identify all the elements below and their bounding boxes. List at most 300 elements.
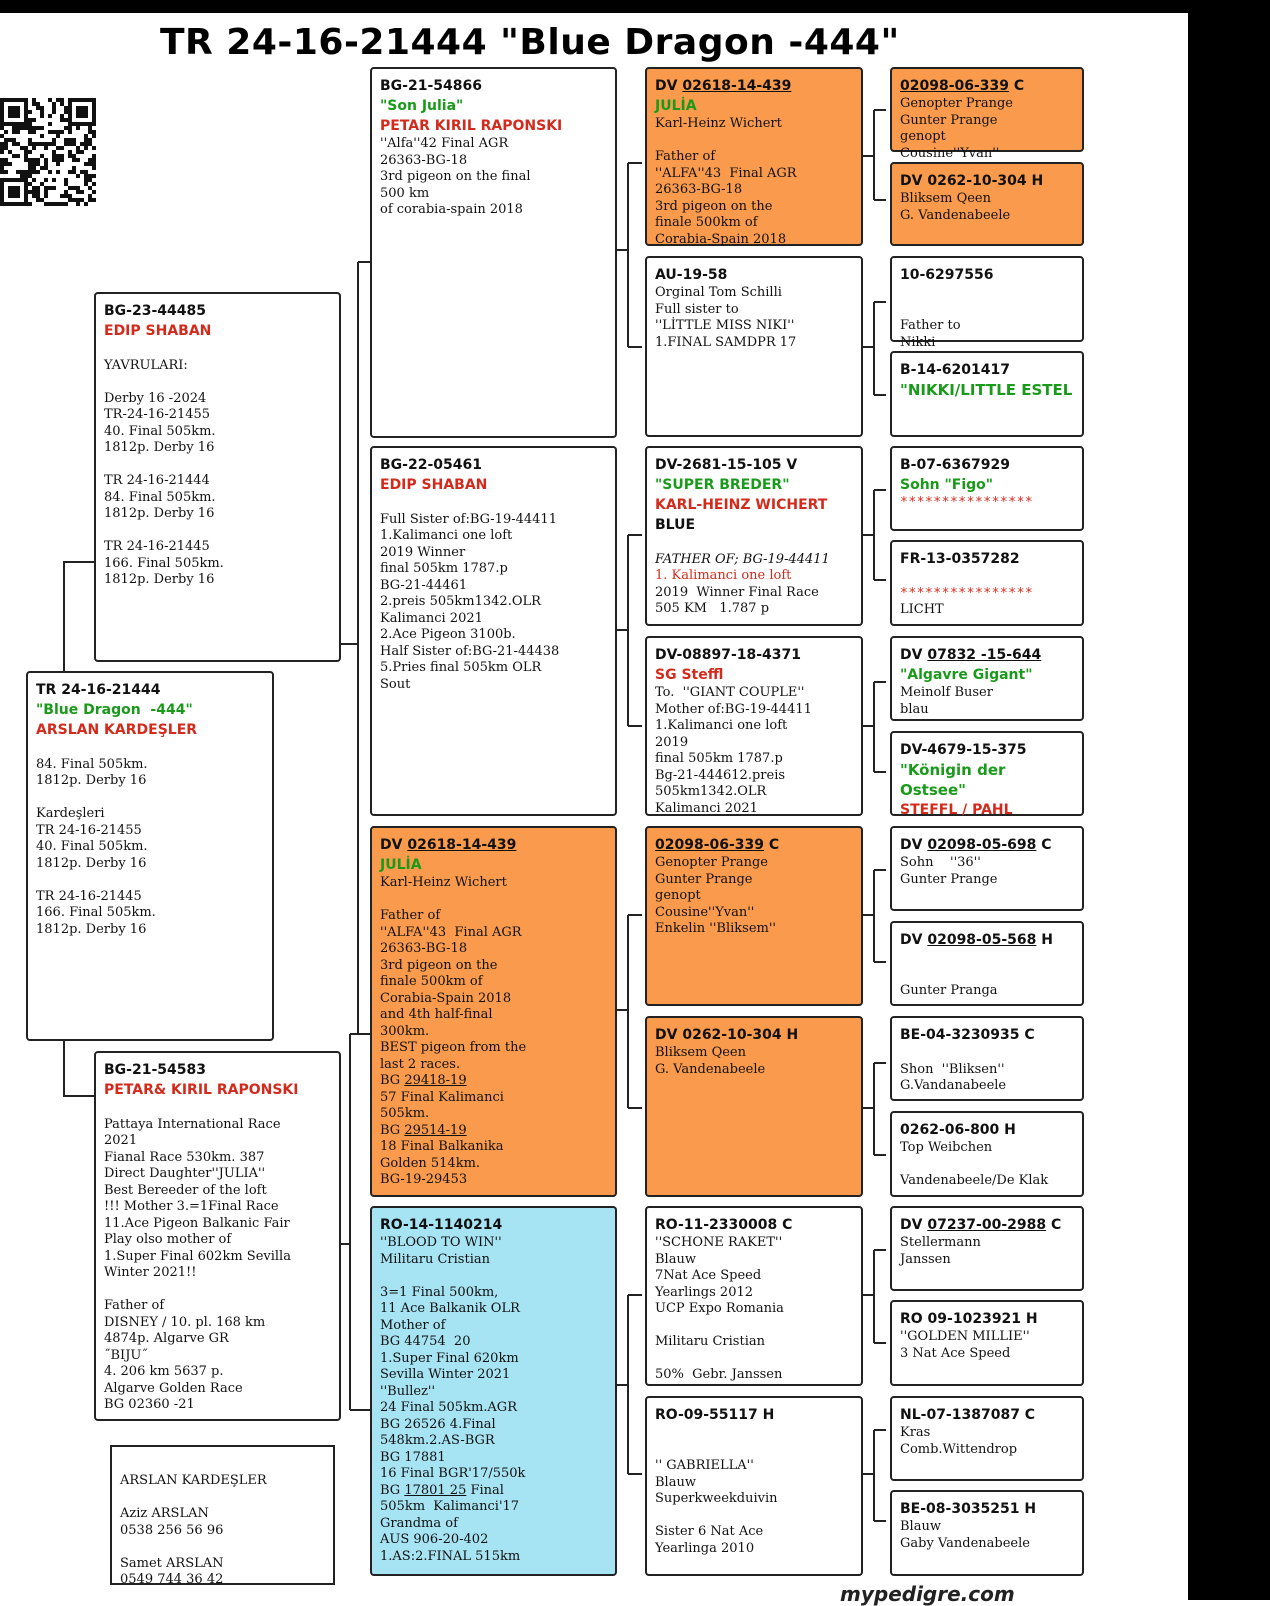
note-line: DISNEY / 10. pl. 168 km [104, 1314, 266, 1330]
gen4-notes [900, 96, 1076, 162]
gen2-notes [380, 495, 609, 693]
note-line: 2019 Winner [380, 544, 466, 560]
note-line: Samet ARSLAN [120, 1555, 224, 1571]
note-line: Sohn ''36'' [900, 855, 981, 870]
note-line: Mother of [380, 1317, 446, 1333]
gen3-notes [655, 685, 855, 817]
note-line: ''LİTTLE MISS NIKI'' [655, 318, 795, 333]
note-line: 1.Super Final 620km [380, 1350, 519, 1366]
note-line: ''ALFA''43 Final AGR [380, 924, 522, 940]
note-line [380, 892, 609, 909]
note-line: 7Nat Ace Speed [655, 1268, 762, 1283]
gen3-card-4[interactable] [645, 636, 863, 816]
note-line: Father of [380, 908, 441, 923]
gen3-ring: DV-2681-15-105 V [655, 457, 798, 473]
gen3-ring: RO-09-55117 H [655, 1407, 775, 1423]
ring-link[interactable]: 02098-06-339 [900, 78, 1010, 94]
note-line: !!! Mother 3.=1Final Race [104, 1199, 279, 1214]
note-line: 1.FINAL SAMDPR 17 [655, 334, 797, 350]
note-line: AUS 906-20-402 [380, 1532, 489, 1547]
note-line: ''ALFA''43 Final AGR [655, 165, 797, 181]
note-line: LICHT [900, 602, 944, 617]
note-line: 505 KM 1.787 p [655, 601, 770, 616]
gen4-notes [900, 855, 1076, 888]
gen4-card-15[interactable] [890, 1396, 1084, 1481]
note-line: Blauw [655, 1474, 696, 1490]
note-line: 1.Super Final 602km Sevilla [104, 1248, 291, 1264]
gen4-ring: 0262-06-800 H [900, 1122, 1016, 1138]
gen4-notes [900, 685, 1076, 718]
note-line: Enkelin ''Bliksem'' [655, 921, 776, 936]
note-line: 1812p. Derby 16 [36, 921, 147, 937]
gen4-ring: RO 09-1023921 H [900, 1311, 1038, 1327]
note-line: 1812p. Derby 16 [36, 855, 147, 871]
gen4-card-12[interactable] [890, 1111, 1084, 1197]
gen2-name: JULİA [380, 857, 422, 873]
note-line: ''Bullez'' [380, 1383, 436, 1399]
dam-card[interactable] [94, 1051, 341, 1421]
ring-prefix: DV [900, 837, 928, 853]
note-line: Nikki [900, 334, 936, 350]
note-line: Kalimanci 2021 [380, 610, 483, 626]
gen4-card-1[interactable] [890, 67, 1084, 161]
note-line: Sister 6 Nat Ace [655, 1524, 764, 1539]
note-line: Bg-21-444612.preis [655, 767, 786, 783]
note-line: Golden 514km. [380, 1155, 481, 1171]
note-line: Mother of:BG-19-44411 [655, 701, 812, 717]
gen4-notes [900, 285, 1076, 351]
gen3-notes [655, 285, 855, 351]
bg-link[interactable]: 29514-19 [404, 1122, 467, 1138]
ring-link[interactable]: 02098-05-698 [927, 837, 1037, 853]
gen3-notes [655, 116, 855, 248]
note-line: 50% Gebr. Janssen [655, 1367, 783, 1382]
note-line [900, 302, 1076, 319]
note-line: Derby 16 -2024 [104, 390, 207, 406]
note-line [655, 1351, 855, 1368]
note-line [655, 1425, 855, 1442]
note-line: 300km. [380, 1023, 430, 1039]
note-line: 1.Kalimanci one loft [655, 718, 788, 733]
gen4-stars: **************** [900, 585, 1034, 601]
dam-owner: PETAR& KIRIL RAPONSKI [104, 1082, 299, 1098]
gen2-ring: BG-22-05461 [380, 457, 482, 473]
note-line: Grandma of [380, 1515, 458, 1531]
note-line: 57 Final Kalimanci [380, 1089, 504, 1105]
gen2-notes [380, 1090, 609, 1123]
note-line: Play olso mother of [104, 1232, 232, 1247]
note-line: Bliksem Qeen [655, 1045, 746, 1060]
note-line: BEST pigeon from the [380, 1040, 527, 1055]
gen2-owner: Karl-Heinz Wichert [380, 875, 507, 890]
gen3-card-5[interactable] [645, 826, 863, 1006]
note-line: Pattaya International Race [104, 1116, 281, 1132]
subject-notes [36, 757, 266, 939]
ring-suffix: C [764, 837, 780, 853]
note-line: 26363-BG-18 [380, 941, 468, 956]
gen4-ring: BE-08-3035251 H [900, 1501, 1037, 1517]
gen2-owner: EDIP SHABAN [380, 477, 488, 493]
ring-suffix: H [1036, 932, 1053, 948]
note-line: Full Sister of:BG-19-44411 [380, 511, 557, 527]
gen4-notes [900, 191, 1076, 224]
ring-suffix: C [1009, 78, 1025, 94]
note-line: Kardeşleri [36, 806, 105, 821]
note-line: Corabia-Spain 2018 [655, 231, 787, 247]
gen4-card-7[interactable] [890, 636, 1084, 721]
gen2-owner: Militaru Cristian [380, 1251, 490, 1267]
note-line: 26363-BG-18 [380, 152, 468, 168]
note-line: Father to [900, 318, 961, 333]
gen2-card-sire-dam[interactable] [370, 446, 617, 816]
bg-link[interactable]: 17801 25 [404, 1482, 467, 1498]
gen3-ring: DV 0262-10-304 H [655, 1027, 799, 1043]
note-line: Fianal Race 530km. 387 [104, 1149, 265, 1165]
gen4-stars: **************** [900, 495, 1034, 510]
note-line: blau [900, 701, 929, 717]
note-line: Shon ''Bliksen'' [900, 1061, 1005, 1077]
gen3-note-italic: FATHER OF; BG-19-44411 [655, 551, 830, 567]
gen4-name: "NIKKI/LITTLE ESTEL [900, 381, 1073, 399]
note-line: TR 24-16-21444 [104, 473, 210, 488]
note-line: last 2 races. [380, 1056, 461, 1072]
note-line: 2.Ace Pigeon 3100b. [380, 627, 516, 642]
note-line: 16 Final BGR'17/550k [380, 1466, 526, 1481]
note-line: 18 Final Balkanika [380, 1139, 504, 1154]
contact-card [110, 1445, 335, 1585]
note-line [120, 1490, 327, 1507]
gen2-ring: RO-14-1140214 [380, 1217, 503, 1233]
note-line: Bliksem Qeen [900, 191, 991, 206]
note-line: Orginal Tom Schilli [655, 285, 782, 300]
gen4-ring: DV 0262-10-304 H [900, 173, 1044, 189]
ring-link[interactable]: 02618-14-439 [682, 78, 792, 94]
note-line: 3rd pigeon on the [655, 198, 773, 214]
note-line: Kalimanci 2021 [655, 800, 758, 816]
note-line: Sevilla Winter 2021 [380, 1367, 511, 1382]
ring-suffix: C [1046, 1217, 1062, 1233]
note-line: G. Vandenabeele [900, 207, 1011, 223]
note-line: finale 500km of [380, 974, 483, 989]
note-line: 500 km [380, 185, 430, 201]
note-line [380, 495, 609, 512]
note-line [655, 133, 855, 150]
note-line: Sout [380, 676, 411, 692]
note-line [900, 967, 1076, 984]
gen4-card-4[interactable] [890, 351, 1084, 437]
note-line: 505km1342.OLR [655, 784, 767, 799]
gen3-card-6[interactable] [645, 1016, 863, 1197]
gen3-name: JULİA [655, 98, 697, 114]
note-line: 40. Final 505km. [104, 423, 216, 439]
note-line [900, 1157, 1076, 1174]
bg-prefix: BG [380, 1073, 405, 1088]
gen3-notes [655, 1045, 855, 1078]
note-line: TR 24-16-21455 [36, 822, 142, 838]
gen3-ring: AU-19-58 [655, 267, 728, 283]
note-line: 0549 744 36 42 [120, 1572, 224, 1587]
note-line: 2019 [655, 734, 689, 750]
contact-lines [120, 1473, 327, 1589]
note-line [120, 1539, 327, 1556]
gen4-notes [900, 1045, 1076, 1095]
gen4-card-9[interactable] [890, 826, 1084, 911]
note-line [104, 1282, 333, 1299]
note-line: 26363-BG-18 [655, 182, 743, 197]
gen2-notes [380, 1499, 609, 1565]
bg-suffix: Final [466, 1482, 504, 1498]
note-line: 505km Kalimanci'17 [380, 1499, 520, 1514]
note-line [900, 285, 1076, 302]
ring-link[interactable]: 02098-06-339 [655, 837, 765, 853]
ring-suffix: C [1036, 837, 1052, 853]
gen4-ring: BE-04-3230935 C [900, 1027, 1035, 1043]
gen2-card-dam-sire[interactable] [370, 826, 617, 1197]
gen3-card-1[interactable] [645, 67, 863, 246]
note-line [655, 1508, 855, 1525]
gen2-notes [380, 136, 609, 219]
note-line: BG 26526 4.Final [380, 1416, 496, 1432]
gen2-notes [380, 1268, 609, 1483]
note-line: 24 Final 505km.AGR [380, 1400, 517, 1415]
note-line: Aziz ARSLAN [120, 1506, 209, 1521]
gen3-notes [655, 1235, 855, 1384]
gen2-card-dam-dam[interactable] [370, 1206, 617, 1576]
gen4-card-6[interactable] [890, 540, 1084, 626]
note-line: 3=1 Final 500km, [380, 1284, 499, 1300]
subject-name: "Blue Dragon -444" [36, 702, 193, 718]
ring-prefix: DV [655, 78, 683, 94]
note-line: 84. Final 505km. [104, 489, 216, 505]
note-line [655, 1318, 855, 1335]
note-line [104, 523, 333, 540]
gen4-card-16[interactable] [890, 1490, 1084, 1576]
gen2-ring: BG-21-54866 [380, 78, 482, 94]
note-line: Genopter Prange [655, 855, 768, 870]
page-title: TR 24-16-21444 "Blue Dragon -444" [160, 22, 900, 63]
gen4-card-11[interactable] [890, 1016, 1084, 1101]
gen4-name: "Algavre Gigant" [900, 667, 1033, 683]
note-line [380, 1268, 609, 1285]
note-line [36, 790, 266, 807]
gen4-owner: STEFFL / PAHL [900, 802, 1013, 818]
ring-link[interactable]: 02618-14-439 [407, 837, 517, 853]
note-line: G. Vandenabeele [655, 1061, 766, 1077]
footer-watermark: mypedigre.com [840, 1582, 1015, 1606]
note-line: Father of [104, 1298, 165, 1313]
note-line: 11 Ace Balkanik OLR [380, 1301, 520, 1316]
note-line: 1.Kalimanci one loft [380, 528, 513, 543]
gen4-notes [900, 1329, 1076, 1362]
ring-link[interactable]: 02098-05-568 [927, 932, 1037, 948]
gen4-ring: NL-07-1387087 C [900, 1407, 1036, 1423]
note-line: Blauw [900, 1519, 941, 1534]
gen3-card-3[interactable] [645, 446, 863, 626]
gen3-ring: DV-08897-18-4371 [655, 647, 802, 663]
gen4-ring: DV-4679-15-375 [900, 742, 1027, 758]
sire-owner: EDIP SHABAN [104, 323, 212, 339]
note-line: 2021 [104, 1133, 138, 1148]
gen2-name: "Son Julia" [380, 98, 464, 114]
note-line: 1.AS:2.FINAL 515km [380, 1548, 521, 1564]
note-line: genopt [900, 129, 946, 144]
ring-prefix: DV [900, 932, 928, 948]
note-line: final 505km 1787.p [380, 561, 508, 576]
gen3-color: BLUE [655, 517, 696, 533]
gen4-notes [900, 1140, 1076, 1190]
bg-link[interactable]: 29418-19 [404, 1073, 467, 1088]
subject-card[interactable] [26, 671, 274, 1041]
note-line: 4874p. Algarve GR [104, 1331, 229, 1346]
gen2-notes [380, 1139, 609, 1189]
gen4-ring: FR-13-0357282 [900, 551, 1020, 567]
gen4-card-14[interactable] [890, 1300, 1084, 1386]
note-line: final 505km 1787.p [655, 751, 783, 766]
note-line: of corabia-spain 2018 [380, 202, 523, 217]
note-line: Gaby Vandenabeele [900, 1535, 1030, 1551]
note-line: 2.preis 505km1342.OLR [380, 594, 541, 609]
gen3-owner: KARL-HEINZ WICHERT [655, 497, 828, 513]
note-line: 166. Final 505km. [104, 555, 224, 571]
gen3-card-8[interactable] [645, 1396, 863, 1576]
note-line: Cousine''Yvan'' [655, 904, 755, 920]
note-line: Blauw [655, 1251, 696, 1267]
note-line: Karl-Heinz Wichert [655, 116, 782, 131]
ring-prefix: DV [900, 1217, 928, 1233]
note-line: YAVRULARI: [104, 357, 188, 373]
note-line: 0538 256 56 96 [120, 1522, 224, 1538]
note-line [900, 950, 1076, 967]
gen3-ring: RO-11-2330008 C [655, 1217, 793, 1233]
note-line: BG-21-44461 [380, 577, 468, 593]
ring-prefix: DV [900, 647, 928, 663]
note-line: 1812p. Derby 16 [104, 506, 215, 521]
note-line: Militaru Cristian [655, 1334, 765, 1349]
gen4-card-5[interactable] [890, 446, 1084, 531]
ring-prefix: DV [380, 837, 408, 853]
note-line: Winter 2021!! [104, 1265, 197, 1280]
gen4-card-8[interactable] [890, 731, 1084, 816]
note-line: Stellermann [900, 1235, 981, 1250]
note-line: 1812p. Derby 16 [36, 773, 147, 788]
note-line [36, 872, 266, 889]
gen3-card-7[interactable] [645, 1206, 863, 1386]
note-line: 3rd pigeon on the [380, 957, 498, 973]
subject-ring: TR 24-16-21444 [36, 682, 161, 698]
gen4-notes [900, 602, 1076, 619]
note-line: finale 500km of [655, 215, 758, 230]
note-line [104, 374, 333, 391]
note-line: 1812p. Derby 16 [104, 572, 215, 587]
note-line: Gunter Pranga [900, 983, 998, 998]
note-line: Gunter Prange [900, 871, 998, 887]
sire-notes [104, 358, 333, 589]
gen4-name: Sohn "Figo" [900, 477, 994, 493]
gen4-card-2[interactable] [890, 162, 1084, 246]
note-line: BG 02360 -21 [104, 1397, 195, 1412]
note-line: 3rd pigeon on the final [380, 169, 531, 184]
note-line: 3 Nat Ace Speed [900, 1345, 1011, 1361]
gen2-card-sire-sire[interactable] [370, 67, 617, 438]
subject-owner: ARSLAN KARDEŞLER [36, 722, 198, 738]
note-line: ''SCHONE RAKET'' [655, 1235, 783, 1250]
note-line: ˝BIJU˝ [104, 1347, 148, 1363]
gen4-name: "Königin der Ostsee" [900, 761, 1006, 799]
gen3-notes [655, 585, 855, 618]
note-line: '' GABRIELLA'' [655, 1458, 754, 1473]
gen3-card-2[interactable] [645, 256, 863, 437]
note-line: Genopter Prange [900, 96, 1013, 111]
gen4-ring: B-14-6201417 [900, 362, 1010, 378]
note-line: G.Vandanabeele [900, 1078, 1007, 1093]
gen2-notes [380, 892, 609, 1074]
gen4-notes [900, 1519, 1076, 1552]
gen3-name: "SUPER BREDER" [655, 477, 790, 493]
bg-prefix: BG [380, 1482, 405, 1498]
note-line: Yearlinga 2010 [655, 1540, 755, 1556]
gen4-notes [900, 1425, 1076, 1458]
note-line: Father of [655, 149, 716, 164]
note-line: Top Weibchen [900, 1140, 993, 1155]
gen4-notes [900, 1235, 1076, 1268]
note-line: 4. 206 km 5637 p. [104, 1364, 224, 1379]
note-line: 11.Ace Pigeon Balkanic Fair [104, 1215, 290, 1231]
gen2-name: ''BLOOD TO WIN'' [380, 1235, 502, 1250]
note-line: 505km. [380, 1106, 430, 1121]
note-line: Vandenabeele/De Klak [900, 1173, 1049, 1188]
note-line: ''Alfa''42 Final AGR [380, 136, 509, 151]
sire-card[interactable] [94, 292, 341, 662]
note-line: Gunter Prange [900, 112, 998, 128]
note-line: 1812p. Derby 16 [104, 440, 215, 455]
note-line: ''GOLDEN MILLIE'' [900, 1329, 1030, 1344]
bg-prefix: BG [380, 1122, 405, 1138]
note-line [900, 1045, 1076, 1062]
note-line [104, 457, 333, 474]
note-line: Algarve Golden Race [104, 1380, 243, 1396]
ring-link[interactable]: 07237-00-2988 [927, 1217, 1047, 1233]
gen4-card-10[interactable] [890, 921, 1084, 1006]
gen4-card-3[interactable] [890, 256, 1084, 350]
note-line: Kras [900, 1425, 931, 1440]
note-line: BG-19-29453 [380, 1172, 468, 1187]
note-line: 166. Final 505km. [36, 905, 156, 920]
note-line: 5.Pries final 505km OLR [380, 660, 542, 675]
note-line: Gunter Prange [655, 871, 753, 887]
note-line: ARSLAN KARDEŞLER [120, 1473, 267, 1488]
gen4-ring: B-07-6367929 [900, 457, 1010, 473]
ring-link[interactable]: 07832 -15-644 [927, 647, 1042, 663]
note-line: BG 17881 [380, 1449, 446, 1465]
note-line: 84. Final 505km. [36, 756, 148, 772]
note-line: Full sister to [655, 301, 739, 317]
note-line: BG 44754 20 [380, 1334, 471, 1349]
note-line: and 4th half-final [380, 1007, 493, 1022]
note-line: Cousine''Yvan'' [900, 145, 1000, 161]
gen3-notes [655, 1425, 855, 1557]
dam-ring: BG-21-54583 [104, 1062, 206, 1078]
note-line: Direct Daughter''JULIA'' [104, 1166, 266, 1181]
note-line: TR 24-16-21445 [104, 539, 210, 554]
gen4-card-13[interactable] [890, 1206, 1084, 1291]
note-line: 40. Final 505km. [36, 839, 148, 854]
note-line: Meinolf Buser [900, 685, 993, 700]
note-line: Corabia-Spain 2018 [380, 990, 512, 1006]
note-line: UCP Expo Romania [655, 1301, 784, 1316]
note-line: Superkweekduivin [655, 1491, 778, 1506]
note-line [655, 1442, 855, 1459]
gen2-owner: PETAR KIRIL RAPONSKI [380, 118, 563, 134]
